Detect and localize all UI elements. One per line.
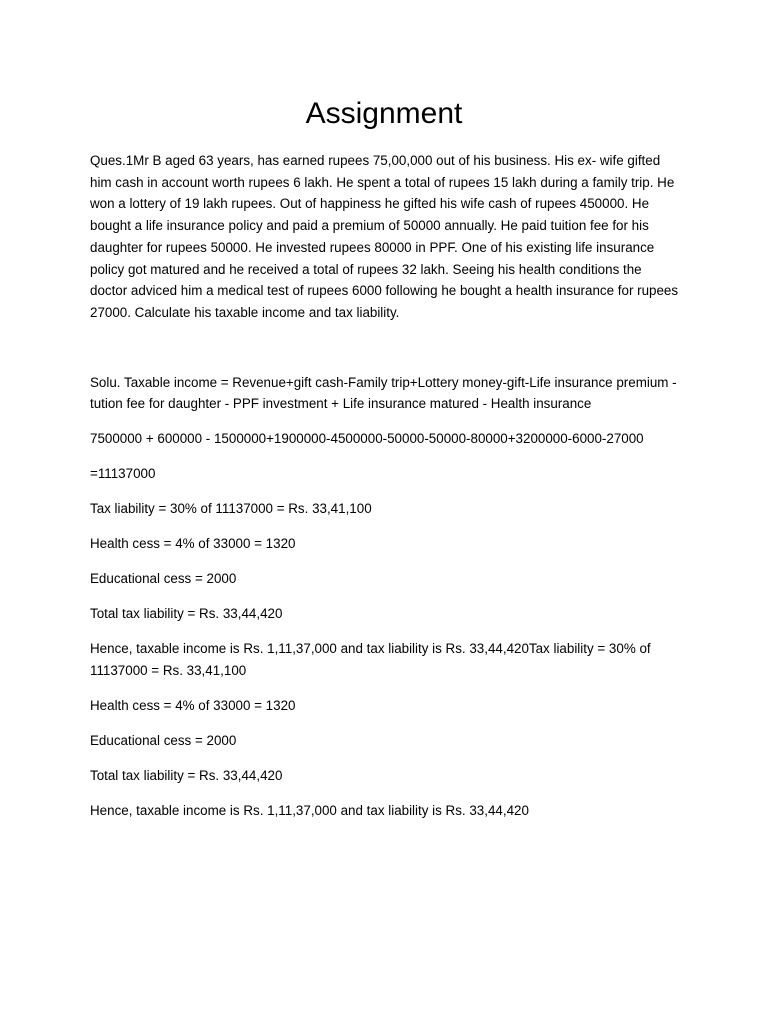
solution-line-10: Educational cess = 2000 xyxy=(90,733,237,749)
solution-line-11: Total tax liability = Rs. 33,44,420 xyxy=(90,768,283,784)
solution-line-1: Solu. Taxable income = Revenue+gift cash-Family trip+Lottery money-gift-Life insurance premium -tution fee for daughter - PPF investment + Life insurance matured - Health insurance xyxy=(90,374,677,412)
paragraph-spacer xyxy=(90,324,680,372)
solution-line-2: 7500000 + 600000 - 1500000+1900000-4500000-50000-50000-80000+3200000-6000-27000 xyxy=(90,431,644,447)
solution-line-8: Hence, taxable income is Rs. 1,11,37,000 and tax liability is Rs. 33,44,420Tax liability = 30% of 11137000 = Rs. 33,41,100 xyxy=(90,641,651,679)
solution-line-7: Total tax liability = Rs. 33,44,420 xyxy=(90,606,283,622)
solution-line-12: Hence, taxable income is Rs. 1,11,37,000 and tax liability is Rs. 33,44,420 xyxy=(90,803,529,819)
solution-line-5: Health cess = 4% of 33000 = 1320 xyxy=(90,536,296,552)
solution-line-6: Educational cess = 2000 xyxy=(90,571,237,587)
document-title: Assignment xyxy=(305,97,463,130)
solution-line-4: Tax liability = 30% of 11137000 = Rs. 33,41,100 xyxy=(90,501,372,517)
solution-line-3: =11137000 xyxy=(90,466,156,482)
document-body xyxy=(90,150,680,835)
solution-line-9: Health cess = 4% of 33000 = 1320 xyxy=(90,698,296,714)
question-paragraph: Ques.1Mr B aged 63 years, has earned rupees 75,00,000 out of his business. His ex- wife gifted him cash in account worth rupees 6 lakh. He spent a total of rupees 15 lakh during a family trip. He won a lottery of 19 lakh rupees. Out of happiness he gifted his wife cash of rupees 450000. He bought a life insurance policy and paid a premium of 50000 annually. He paid tuition fee for his daughter for rupees 50000. He invested rupees 80000 in PPF. One of his existing life insurance policy got matured and he received a total of rupees 32 lakh. Seeing his health conditions the doctor adviced him a medical test of rupees 6000 following he bought a health insurance for rupees 27000. Calculate his taxable income and tax liability. xyxy=(90,153,679,320)
